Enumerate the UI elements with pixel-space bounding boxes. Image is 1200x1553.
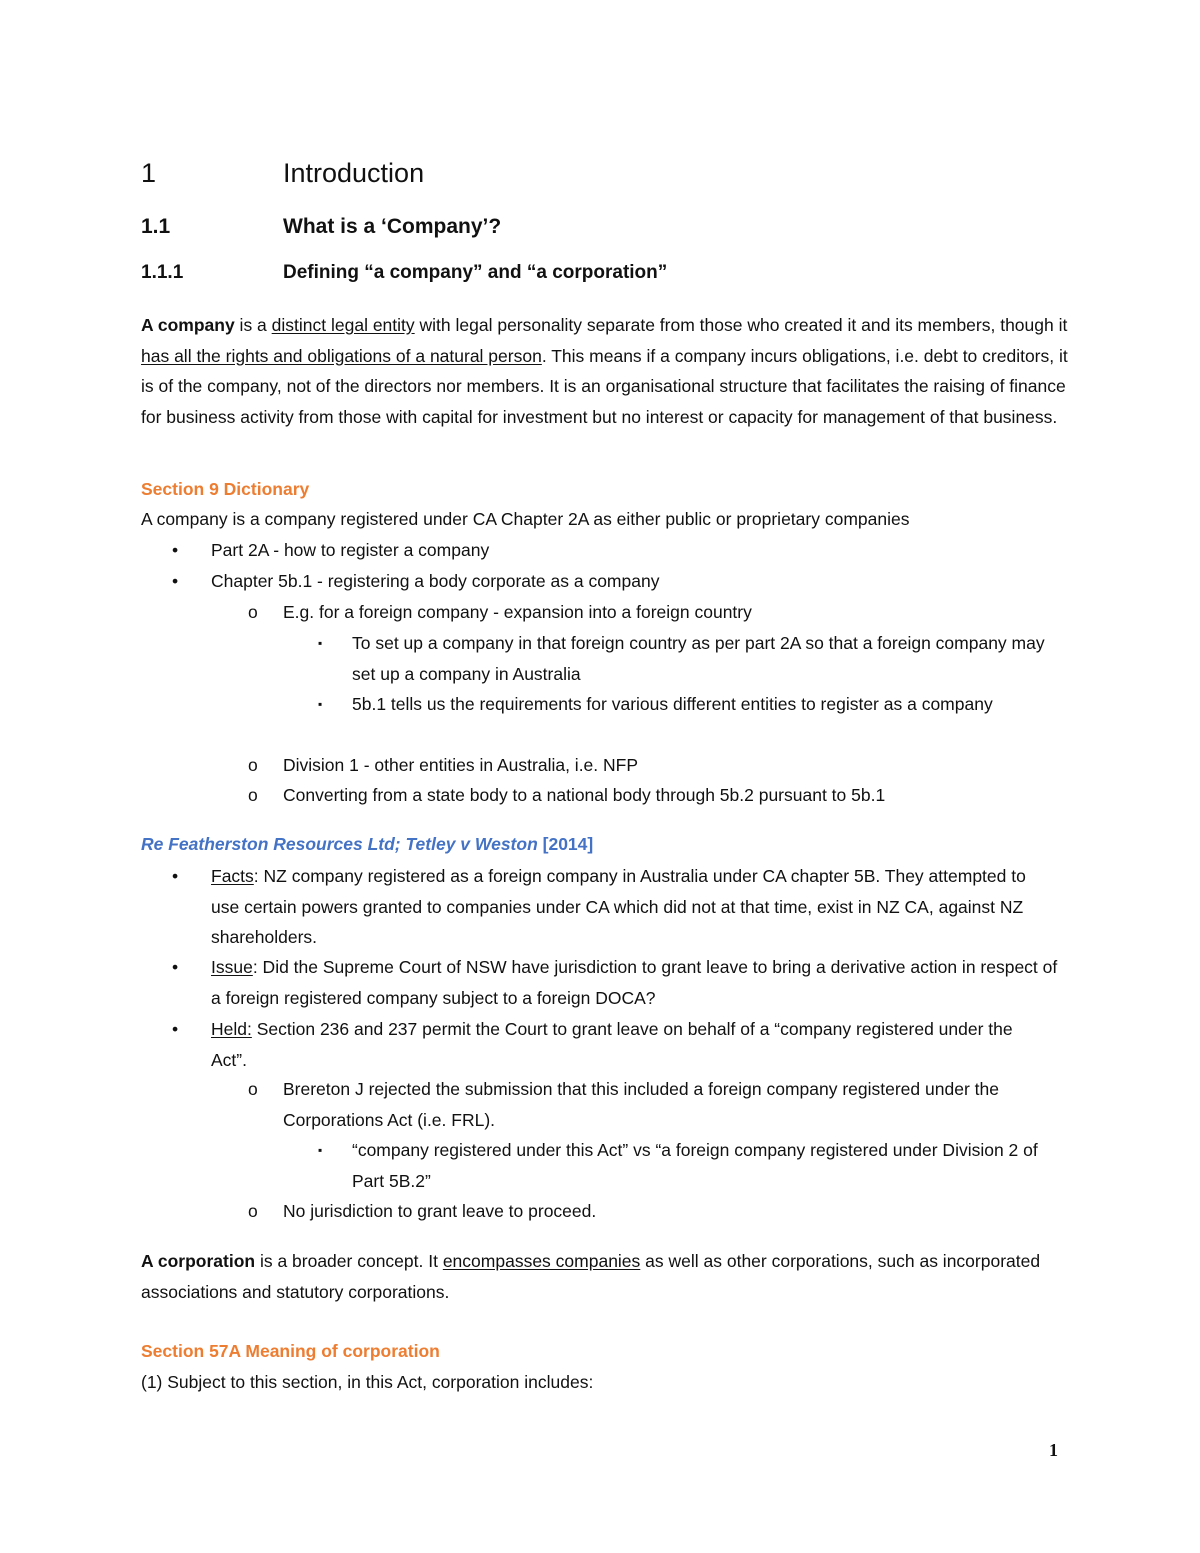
list-item: “company registered under this Act” vs “a foreign company registered under Division 2 of Part 5B.2” — [352, 1140, 1038, 1191]
issue-label: Issue — [211, 957, 253, 977]
list-item: E.g. for a foreign company - expansion into a foreign country — [283, 602, 752, 622]
list-item: Converting from a state body to a national body through 5b.2 pursuant to 5b.1 — [283, 785, 886, 805]
bullet-square: ▪ — [318, 636, 323, 650]
list-item: Division 1 - other entities in Australia, i.e. NFP — [283, 755, 639, 775]
intro-paragraph: A company is a distinct legal entity with legal personality separate from those who created it and its members, though it has all the rights and obligations of a natural person. This means if a company incurs obligations, i.e. debt to creditors, it is of the company, not of the directors nor members. It is an organisational structure that facilitates the raising of finance for business activity from those with capital for investment but no interest or capacity for management of that business. — [141, 315, 1068, 427]
list-item: Brereton J rejected the submission that this included a foreign company registered under the Corporations Act (i.e. FRL). — [283, 1079, 999, 1130]
bullet-circle: o — [248, 1079, 258, 1099]
bullet-dot: • — [172, 540, 179, 560]
corporation-bold-term: A corporation — [141, 1251, 256, 1271]
intro-bold-term: A company — [141, 315, 235, 335]
bullet-square: ▪ — [318, 697, 323, 711]
section57-text: (1) Subject to this section, in this Act, corporation includes: — [141, 1372, 594, 1392]
bullet-circle: o — [248, 755, 258, 775]
page-number: 1 — [1049, 1440, 1058, 1460]
corporation-paragraph: A corporation is a broader concept. It encompasses companies as well as other corporations, such as incorporated associations and statutory corporations. — [141, 1251, 1041, 1302]
list-item: No jurisdiction to grant leave to proceed. — [283, 1201, 597, 1221]
bullet-circle: o — [248, 785, 258, 805]
facts-label: Facts — [211, 866, 254, 886]
case-heading — [141, 829, 593, 860]
list-item: To set up a company in that foreign country as per part 2A so that a foreign company may set up a company in Australia — [352, 633, 1045, 684]
case-title: Re Featherston Resources Ltd; Tetley v Weston — [141, 834, 538, 854]
bullet-dot: • — [172, 957, 179, 977]
list-item: Part 2A - how to register a company — [211, 540, 490, 560]
bullet-square: ▪ — [318, 1143, 323, 1157]
held-label: Held: — [211, 1019, 252, 1039]
heading2-number: 1.1 — [141, 215, 171, 238]
bullet-dot: • — [172, 1019, 179, 1039]
section9-text: A company is a company registered under CA Chapter 2A as either public or proprietary companies — [141, 509, 910, 529]
bullet-circle: o — [248, 602, 258, 622]
heading2-title: What is a ‘Company’? — [283, 215, 502, 238]
case-year: [2014] — [542, 834, 594, 854]
list-item: 5b.1 tells us the requirements for various different entities to register as a company — [352, 694, 993, 714]
case-held: Held: Section 236 and 237 permit the Court to grant leave on behalf of a “company registered under the Act”. — [211, 1019, 1013, 1070]
intro-underline-2: has all the rights and obligations of a natural person — [141, 345, 542, 366]
list-item: Chapter 5b.1 - registering a body corporate as a company — [211, 571, 660, 591]
section9-heading: Section 9 Dictionary — [141, 479, 310, 499]
bullet-dot: • — [172, 866, 179, 886]
corporation-underline: encompasses companies — [442, 1251, 641, 1271]
bullet-dot: • — [172, 571, 179, 591]
heading3-number: 1.1.1 — [141, 262, 184, 283]
section57-heading: Section 57A Meaning of corporation — [141, 1341, 440, 1361]
case-facts: Facts: NZ company registered as a foreign company in Australia under CA chapter 5B. They attempted to use certain powers granted to companies under CA which did not at that time, exist in NZ CA, against NZ shareholders. — [211, 866, 1026, 947]
heading3-title: Defining “a company” and “a corporation” — [283, 262, 668, 283]
heading1-number: 1 — [141, 158, 157, 188]
intro-underline-1: distinct legal entity — [271, 315, 415, 335]
case-issue: Issue: Did the Supreme Court of NSW have jurisdiction to grant leave to bring a derivative action in respect of a foreign registered company subject to a foreign DOCA? — [211, 957, 1058, 1008]
bullet-circle: o — [248, 1201, 258, 1221]
heading1-title: Introduction — [283, 158, 425, 188]
